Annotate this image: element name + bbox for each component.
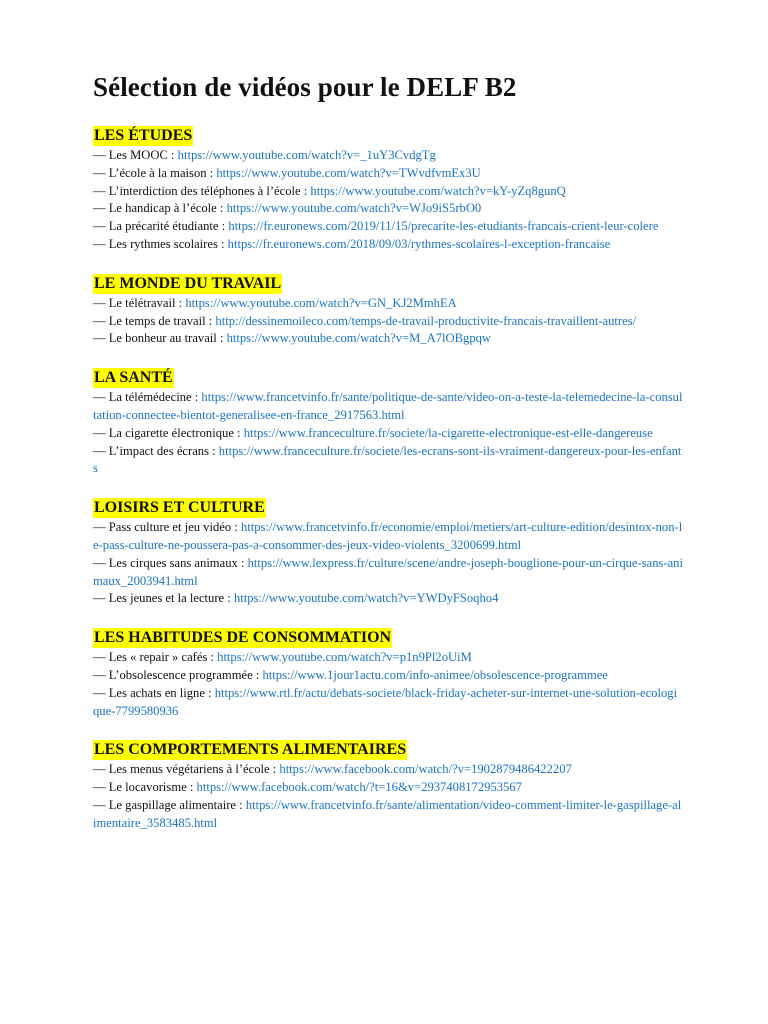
list-item (93, 779, 683, 797)
item-label: — La cigarette électronique : (93, 425, 244, 440)
video-link[interactable]: https://fr.euronews.com/2018/09/03/rythmes-scolaires-l-exception-francaise (227, 236, 611, 251)
video-link[interactable]: https://www.lexpress.fr/culture/scene/andre-joseph-bouglione-pour-un-cirque-sans-animaux_2003941.html (93, 555, 683, 588)
video-link[interactable]: https://www.facebook.com/watch/?t=16&v=2937408172953567 (196, 780, 522, 795)
video-link[interactable]: https://www.rtl.fr/actu/debats-societe/black-friday-acheter-sur-internet-une-solution-ecologique-7799580936 (93, 685, 678, 718)
video-link[interactable]: https://www.francetvinfo.fr/sante/politique-de-sante/video-on-a-teste-la-telemedecine-la-consultation-connectee-bientot-generalisee-en-france_2917563.html (93, 390, 683, 422)
list-item (93, 295, 683, 313)
section-heading: LES COMPORTEMENTS ALIMENTAIRES (94, 741, 407, 759)
section-heading: LES ÉTUDES (94, 127, 193, 144)
video-link[interactable]: https://www.francetvinfo.fr/economie/emploi/metiers/art-culture-edition/desintox-non-le-pass-culture-ne-poussera-pas-a-consommer-des-jeux-video-violents_3200699.html (93, 520, 683, 552)
item-label: — Le handicap à l’école : (93, 201, 227, 216)
document-page (93, 68, 683, 853)
sections-container (93, 126, 683, 833)
list-item (93, 443, 683, 479)
video-link[interactable]: http://dessinemoileco.com/temps-de-travail-productivite-francais-travaillent-autres/ (215, 313, 637, 328)
item-label: — Le télétravail : (93, 295, 186, 310)
section-heading: LE MONDE DU TRAVAIL (94, 274, 282, 292)
item-label: — L’obsolescence programmée : (93, 667, 263, 682)
video-link[interactable]: https://www.youtube.com/watch?v=GN_KJ2MmhEA (185, 295, 457, 310)
list-item (93, 685, 683, 721)
item-label: — Le gaspillage alimentaire : (93, 797, 246, 812)
list-item (93, 590, 683, 608)
item-label: — L’interdiction des téléphones à l’école : (93, 183, 311, 198)
item-label: — La précarité étudiante : (93, 219, 229, 234)
item-label: — Les « repair » cafés : (93, 650, 218, 665)
video-link[interactable]: https://www.youtube.com/watch?v=M_A7lOBgpqw (226, 331, 492, 346)
section (93, 740, 683, 832)
list-item (93, 147, 683, 165)
list-item (93, 649, 683, 667)
item-label: — Les achats en ligne : (93, 685, 215, 700)
list-item (93, 761, 683, 779)
list-item (93, 667, 683, 685)
item-label: — Les cirques sans animaux : (93, 555, 248, 570)
list-item (93, 797, 683, 833)
video-link[interactable]: https://www.youtube.com/watch?v=kY-yZq8gunQ (310, 183, 566, 198)
video-link[interactable]: https://www.facebook.com/watch/?v=1902879486422207 (279, 762, 572, 777)
list-item (93, 519, 683, 555)
item-label: — Les menus végétariens à l’école : (93, 762, 280, 777)
item-label: — Les MOOC : (93, 148, 178, 162)
section (93, 498, 683, 608)
video-link[interactable]: https://www.francetvinfo.fr/sante/alimentation/video-comment-limiter-le-gaspillage-alimentaire_3583485.html (93, 797, 682, 830)
list-item (93, 389, 683, 425)
section (93, 368, 683, 478)
section-heading: LES HABITUDES DE CONSOMMATION (94, 629, 392, 647)
section-heading: LOISIRS ET CULTURE (94, 499, 265, 517)
list-item (93, 236, 683, 254)
list-item (93, 555, 683, 591)
video-link[interactable]: https://www.youtube.com/watch?v=WJo9iS5rbO0 (226, 201, 482, 216)
page-title: Sélection de vidéos pour le DELF B2 (93, 72, 517, 102)
list-item (93, 165, 683, 183)
item-label: — Les jeunes et la lecture : (93, 591, 234, 606)
section (93, 274, 683, 348)
list-item (93, 330, 683, 348)
list-item (93, 313, 683, 331)
item-label: — Le bonheur au travail : (93, 331, 227, 346)
section (93, 628, 683, 720)
item-label: — La télémédecine : (93, 390, 202, 405)
video-link[interactable]: https://www.youtube.com/watch?v=TWvdfvmEx3U (216, 165, 481, 180)
video-link[interactable]: https://fr.euronews.com/2019/11/15/precarite-les-etudiants-francais-crient-leur-colere (228, 219, 659, 234)
item-label: — Le temps de travail : (93, 313, 216, 328)
item-label: — Le locavorisme : (93, 780, 197, 795)
video-link[interactable]: https://www.youtube.com/watch?v=p1n9Pl2oUiM (217, 650, 472, 665)
video-link[interactable]: https://www.franceculture.fr/societe/les-ecrans-sont-ils-vraiment-dangereux-pour-les-enfants (93, 443, 682, 476)
item-label: — Les rythmes scolaires : (93, 236, 228, 251)
section-heading: LA SANTÉ (94, 369, 173, 387)
list-item (93, 183, 683, 201)
item-label: — L’école à la maison : (93, 165, 217, 180)
list-item (93, 425, 683, 443)
list-item (93, 200, 683, 218)
list-item (93, 218, 683, 236)
video-link[interactable]: https://www.youtube.com/watch?v=_1uY3CvdgTg (177, 148, 436, 162)
section (93, 126, 683, 254)
video-link[interactable]: https://www.franceculture.fr/societe/la-cigarette-electronique-est-elle-dangereuse (243, 425, 653, 440)
video-link[interactable]: https://www.1jour1actu.com/info-animee/obsolescence-programmee (262, 667, 608, 682)
item-label: — Pass culture et jeu vidéo : (93, 520, 241, 535)
item-label: — L’impact des écrans : (93, 443, 219, 458)
video-link[interactable]: https://www.youtube.com/watch?v=YWDyFSoqho4 (233, 591, 499, 606)
